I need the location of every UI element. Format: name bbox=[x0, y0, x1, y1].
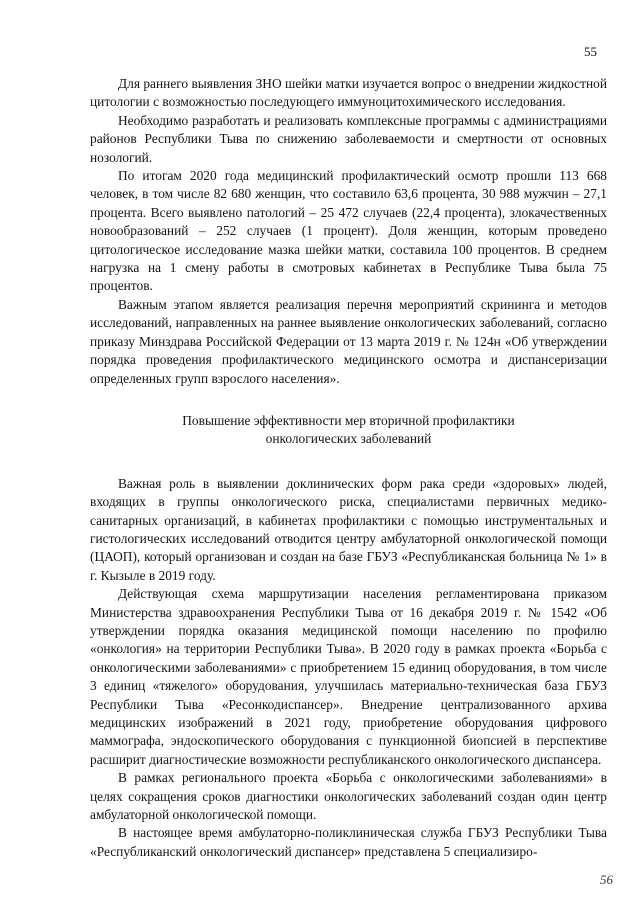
paragraph-screening-order: Важным этапом является реализация перечня мероприятий скрининга и методов исследований, направленных на раннее выявление онкологических заболеваний, согласно приказу Минздрава Российской Федерации от 13 марта 2019 г. № 124н «Об утверждении порядка проведения профилактического медицинского осмотра и диспансеризации определенных групп взрослого населения». bbox=[90, 296, 607, 386]
section-heading bbox=[90, 412, 607, 449]
section-heading-line-1: Повышение эффективности мер вторичной профилактики bbox=[182, 412, 515, 428]
paragraph-caop: Важная роль в выявлении доклинических форм рака среди «здоровых» людей, входящих в группы онкологического риска, специалистами первичных медико-санитарных организаций, в кабинетах профилактики с помощью инструментальных и гистологических исследований отводится центру амбулаторной онкологической помощи (ЦАОП), который организован и создан на базе ГБУЗ «Республиканская больница № 1» в г. Кызыле в 2019 году. bbox=[90, 475, 607, 583]
section-heading-line-2: онкологических заболеваний bbox=[265, 431, 432, 447]
paragraph-regional-project: В рамках регионального проекта «Борьба с онкологическими заболеваниями» в целях сокращения сроков диагностики онкологических заболеваний создан один центр амбулаторной онкологической помощи. bbox=[90, 770, 607, 823]
paragraph-lbc-cytology: Для раннего выявления ЗНО шейки матки изучается вопрос о внедрении жидкостной цитологии с возможностью последующего иммуноцитохимического исследования. bbox=[90, 76, 607, 110]
paragraph-complex-programs: Необходимо разработать и реализовать комплексные программы с администрациями районов Республики Тыва по снижению заболеваемости и смертности от основных нозологий. bbox=[90, 112, 607, 165]
paragraph-checkup-results: По итогам 2020 года медицинский профилактический осмотр прошли 113 668 человек, в том числе 82 680 женщин, что составило 63,6 процента, 30 988 мужчин – 27,1 процента. Всего выявлено патологий – 25 472 случаев (22,4 процента), злокачественных новообразований – 252 случаев (1 процент). Доля женщин, которым проведено цитологическое исследование мазка шейки матки, составила 100 процентов. В среднем нагрузка на 1 смену работы в смотровых кабинетах в Республике Тыва была 75 процентов. bbox=[90, 168, 607, 294]
page-number: 55 bbox=[584, 44, 597, 59]
paragraph-outpatient-service: В настоящее время амбулаторно-поликлиническая служба ГБУЗ Республики Тыва «Республиканский онкологический диспансер» представлена 5 специализиро- bbox=[90, 825, 607, 859]
handwritten-page-mark: 56 bbox=[600, 872, 613, 887]
paragraph-routing-scheme: Действующая схема маршрутизации населения регламентирована приказом Министерства здравоохранения Республики Тыва от 16 декабря 2019 г. № 1542 «Об утверждении порядка оказания медицинской помощи населению по профилю «онкология» на территории Республики Тыва». В 2020 году в рамках проекта «Борьба с онкологическими заболеваниями» с приобретением 15 единиц оборудования, в том числе 3 единиц «тяжелого» оборудования, улучшилась материально-техническая база ГБУЗ Республики Тыва «Ресонкодиспансер». Внедрение централизованного архива медицинских изображений в 2021 году, приобретение оборудования цифрового маммографа, эндоскопического оборудования с пункционной биопсией в перспективе расширит диагностические возможности республиканского онкологического диспансера. bbox=[90, 586, 607, 767]
document-body bbox=[90, 75, 607, 861]
